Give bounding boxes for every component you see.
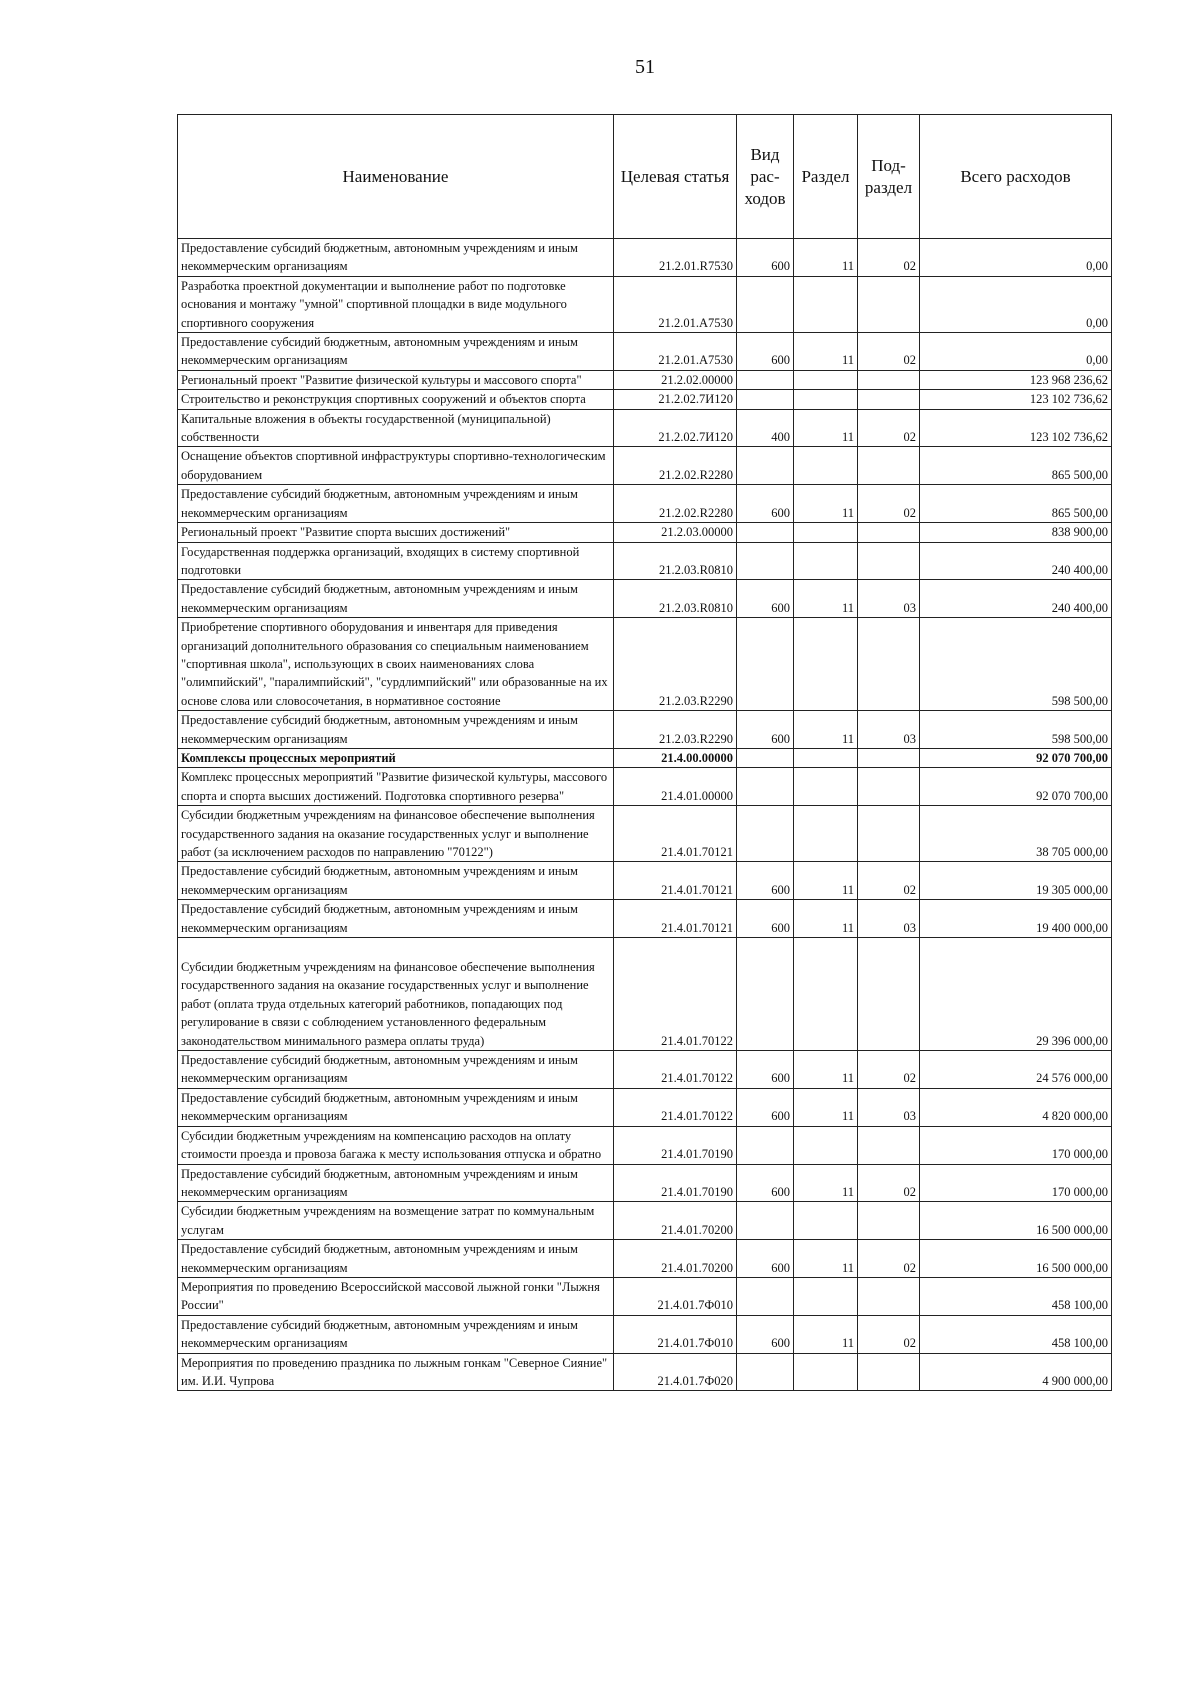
table-row bbox=[178, 409, 1112, 447]
cell-subsection bbox=[858, 523, 920, 542]
cell-code: 21.2.01.A7530 bbox=[614, 333, 737, 371]
table-row bbox=[178, 748, 1112, 767]
cell-name: Предоставление субсидий бюджетным, автономным учреждениям и иным некоммерческим организациям bbox=[178, 1315, 614, 1353]
cell-section bbox=[794, 390, 858, 409]
header-total: Всего расходов bbox=[920, 115, 1112, 239]
cell-subsection bbox=[858, 618, 920, 711]
cell-section bbox=[794, 447, 858, 485]
cell-code: 21.2.01.A7530 bbox=[614, 276, 737, 332]
cell-name: Региональный проект "Развитие физической культуры и массового спорта" bbox=[178, 370, 614, 389]
cell-code: 21.4.01.70200 bbox=[614, 1240, 737, 1278]
cell-subsection: 02 bbox=[858, 409, 920, 447]
cell-kind bbox=[737, 1126, 794, 1164]
cell-subsection: 02 bbox=[858, 239, 920, 277]
cell-total: 865 500,00 bbox=[920, 485, 1112, 523]
cell-section bbox=[794, 938, 858, 1051]
table-row bbox=[178, 390, 1112, 409]
cell-kind bbox=[737, 1277, 794, 1315]
table-row bbox=[178, 523, 1112, 542]
table-row bbox=[178, 370, 1112, 389]
table-row bbox=[178, 276, 1112, 332]
cell-name: Предоставление субсидий бюджетным, автономным учреждениям и иным некоммерческим организациям bbox=[178, 580, 614, 618]
cell-total: 838 900,00 bbox=[920, 523, 1112, 542]
cell-subsection: 03 bbox=[858, 711, 920, 749]
cell-kind bbox=[737, 1202, 794, 1240]
cell-total: 170 000,00 bbox=[920, 1164, 1112, 1202]
cell-code: 21.4.01.70200 bbox=[614, 1202, 737, 1240]
cell-section bbox=[794, 768, 858, 806]
cell-name: Региональный проект "Развитие спорта высших достижений" bbox=[178, 523, 614, 542]
cell-total: 123 102 736,62 bbox=[920, 409, 1112, 447]
cell-total: 92 070 700,00 bbox=[920, 768, 1112, 806]
cell-subsection: 03 bbox=[858, 580, 920, 618]
cell-code: 21.4.01.7Ф020 bbox=[614, 1353, 737, 1391]
cell-subsection: 02 bbox=[858, 862, 920, 900]
cell-subsection bbox=[858, 447, 920, 485]
cell-subsection bbox=[858, 1353, 920, 1391]
cell-total: 19 400 000,00 bbox=[920, 900, 1112, 938]
cell-total: 24 576 000,00 bbox=[920, 1051, 1112, 1089]
cell-name: Предоставление субсидий бюджетным, автономным учреждениям и иным некоммерческим организациям bbox=[178, 711, 614, 749]
header-name: Наименование bbox=[178, 115, 614, 239]
cell-section bbox=[794, 276, 858, 332]
cell-code: 21.4.01.70122 bbox=[614, 1088, 737, 1126]
cell-total: 4 900 000,00 bbox=[920, 1353, 1112, 1391]
table-row bbox=[178, 618, 1112, 711]
cell-kind bbox=[737, 276, 794, 332]
cell-name: Мероприятия по проведению праздника по лыжным гонкам "Северное Сияние" им. И.И. Чупрова bbox=[178, 1353, 614, 1391]
cell-total: 458 100,00 bbox=[920, 1315, 1112, 1353]
cell-section: 11 bbox=[794, 1164, 858, 1202]
table-row bbox=[178, 485, 1112, 523]
cell-subsection bbox=[858, 370, 920, 389]
table-row bbox=[178, 580, 1112, 618]
header-kind: Вид рас-ходов bbox=[737, 115, 794, 239]
cell-name: Приобретение спортивного оборудования и инвентаря для приведения организаций дополнительного образования со специальным наименованием "спортивная школа", использующих в своих наименованиях слова "олимпийский", "паралимпийский", "сурдлимпийский" или образованные на их основе слова или словосочетания, в нормативное состояние bbox=[178, 618, 614, 711]
cell-kind: 600 bbox=[737, 900, 794, 938]
header-code: Целевая статья bbox=[614, 115, 737, 239]
table-row bbox=[178, 1240, 1112, 1278]
cell-code: 21.2.03.00000 bbox=[614, 523, 737, 542]
cell-name: Предоставление субсидий бюджетным, автономным учреждениям и иным некоммерческим организациям bbox=[178, 485, 614, 523]
cell-kind: 600 bbox=[737, 1240, 794, 1278]
cell-code: 21.4.01.70122 bbox=[614, 938, 737, 1051]
cell-kind: 400 bbox=[737, 409, 794, 447]
cell-name: Субсидии бюджетным учреждениям на финансовое обеспечение выполнения государственного задания на оказание государственных услуг и выполнение работ (оплата труда отдельных категорий работников, попадающих под регулирование в связи с соблюдением установленного федеральным законодательством минимального размера оплаты труда) bbox=[178, 938, 614, 1051]
header-section: Раздел bbox=[794, 115, 858, 239]
table-body bbox=[178, 239, 1112, 1391]
cell-kind: 600 bbox=[737, 1315, 794, 1353]
cell-code: 21.4.01.70121 bbox=[614, 862, 737, 900]
cell-subsection bbox=[858, 390, 920, 409]
cell-subsection: 02 bbox=[858, 1051, 920, 1089]
cell-name: Предоставление субсидий бюджетным, автономным учреждениям и иным некоммерческим организациям bbox=[178, 862, 614, 900]
cell-section bbox=[794, 618, 858, 711]
cell-section: 11 bbox=[794, 485, 858, 523]
table-row bbox=[178, 1051, 1112, 1089]
cell-total: 240 400,00 bbox=[920, 580, 1112, 618]
cell-name: Строительство и реконструкция спортивных сооружений и объектов спорта bbox=[178, 390, 614, 409]
cell-subsection: 03 bbox=[858, 1088, 920, 1126]
cell-subsection bbox=[858, 748, 920, 767]
cell-name: Субсидии бюджетным учреждениям на финансовое обеспечение выполнения государственного задания на оказание государственных услуг и выполнение работ (за исключением расходов по направлению "70122") bbox=[178, 806, 614, 862]
cell-section bbox=[794, 748, 858, 767]
cell-name: Предоставление субсидий бюджетным, автономным учреждениям и иным некоммерческим организациям bbox=[178, 1240, 614, 1278]
cell-total: 0,00 bbox=[920, 333, 1112, 371]
cell-total: 0,00 bbox=[920, 239, 1112, 277]
cell-section bbox=[794, 1126, 858, 1164]
table-row bbox=[178, 1353, 1112, 1391]
cell-total: 170 000,00 bbox=[920, 1126, 1112, 1164]
table-row bbox=[178, 333, 1112, 371]
cell-subsection: 02 bbox=[858, 1240, 920, 1278]
cell-section: 11 bbox=[794, 900, 858, 938]
cell-section: 11 bbox=[794, 1315, 858, 1353]
cell-subsection: 03 bbox=[858, 900, 920, 938]
cell-subsection bbox=[858, 938, 920, 1051]
cell-code: 21.2.03.R0810 bbox=[614, 542, 737, 580]
table-row bbox=[178, 1277, 1112, 1315]
cell-kind bbox=[737, 370, 794, 389]
cell-subsection bbox=[858, 1277, 920, 1315]
cell-total: 240 400,00 bbox=[920, 542, 1112, 580]
cell-total: 4 820 000,00 bbox=[920, 1088, 1112, 1126]
cell-subsection bbox=[858, 806, 920, 862]
cell-section bbox=[794, 542, 858, 580]
cell-total: 598 500,00 bbox=[920, 711, 1112, 749]
cell-kind bbox=[737, 523, 794, 542]
cell-section: 11 bbox=[794, 1088, 858, 1126]
cell-name: Разработка проектной документации и выполнение работ по подготовке основания и монтажу "умной" спортивной площадки в виде модульного спортивного сооружения bbox=[178, 276, 614, 332]
cell-code: 21.4.01.70190 bbox=[614, 1164, 737, 1202]
cell-name: Оснащение объектов спортивной инфраструктуры спортивно-технологическим оборудованием bbox=[178, 447, 614, 485]
cell-name: Комплекс процессных мероприятий "Развитие физической культуры, массового спорта и спорта высших достижений. Подготовка спортивного резерва" bbox=[178, 768, 614, 806]
cell-code: 21.4.01.70122 bbox=[614, 1051, 737, 1089]
cell-code: 21.2.02.00000 bbox=[614, 370, 737, 389]
cell-kind bbox=[737, 938, 794, 1051]
cell-code: 21.4.01.70190 bbox=[614, 1126, 737, 1164]
budget-table bbox=[177, 114, 1112, 1391]
cell-code: 21.2.02.7И120 bbox=[614, 409, 737, 447]
cell-section bbox=[794, 806, 858, 862]
cell-section: 11 bbox=[794, 711, 858, 749]
cell-total: 38 705 000,00 bbox=[920, 806, 1112, 862]
cell-code: 21.4.01.00000 bbox=[614, 768, 737, 806]
table-row bbox=[178, 1088, 1112, 1126]
cell-total: 865 500,00 bbox=[920, 447, 1112, 485]
cell-section bbox=[794, 370, 858, 389]
cell-total: 123 968 236,62 bbox=[920, 370, 1112, 389]
cell-name: Субсидии бюджетным учреждениям на возмещение затрат по коммунальным услугам bbox=[178, 1202, 614, 1240]
cell-subsection bbox=[858, 276, 920, 332]
table-row bbox=[178, 542, 1112, 580]
cell-section: 11 bbox=[794, 409, 858, 447]
cell-kind bbox=[737, 768, 794, 806]
cell-name: Комплексы процессных мероприятий bbox=[178, 748, 614, 767]
header-subsection: Под-раздел bbox=[858, 115, 920, 239]
cell-subsection bbox=[858, 768, 920, 806]
table-row bbox=[178, 900, 1112, 938]
cell-subsection: 02 bbox=[858, 485, 920, 523]
cell-total: 19 305 000,00 bbox=[920, 862, 1112, 900]
cell-name: Субсидии бюджетным учреждениям на компенсацию расходов на оплату стоимости проезда и провоза багажа к месту использования отпуска и обратно bbox=[178, 1126, 614, 1164]
cell-code: 21.4.00.00000 bbox=[614, 748, 737, 767]
cell-kind bbox=[737, 447, 794, 485]
cell-total: 458 100,00 bbox=[920, 1277, 1112, 1315]
cell-kind: 600 bbox=[737, 1051, 794, 1089]
cell-kind bbox=[737, 748, 794, 767]
cell-name: Государственная поддержка организаций, входящих в систему спортивной подготовки bbox=[178, 542, 614, 580]
cell-total: 598 500,00 bbox=[920, 618, 1112, 711]
cell-code: 21.2.03.R2290 bbox=[614, 711, 737, 749]
cell-kind: 600 bbox=[737, 580, 794, 618]
cell-code: 21.4.01.70121 bbox=[614, 900, 737, 938]
cell-total: 0,00 bbox=[920, 276, 1112, 332]
cell-name: Предоставление субсидий бюджетным, автономным учреждениям и иным некоммерческим организациям bbox=[178, 1164, 614, 1202]
table-row bbox=[178, 862, 1112, 900]
cell-subsection: 02 bbox=[858, 333, 920, 371]
cell-section bbox=[794, 1353, 858, 1391]
cell-section: 11 bbox=[794, 1240, 858, 1278]
cell-code: 21.2.02.R2280 bbox=[614, 485, 737, 523]
cell-kind bbox=[737, 618, 794, 711]
cell-section: 11 bbox=[794, 239, 858, 277]
cell-section: 11 bbox=[794, 1051, 858, 1089]
table-row bbox=[178, 1202, 1112, 1240]
cell-kind bbox=[737, 390, 794, 409]
cell-kind: 600 bbox=[737, 485, 794, 523]
cell-kind: 600 bbox=[737, 333, 794, 371]
table-row bbox=[178, 1315, 1112, 1353]
cell-name: Предоставление субсидий бюджетным, автономным учреждениям и иным некоммерческим организациям bbox=[178, 333, 614, 371]
cell-section: 11 bbox=[794, 580, 858, 618]
cell-section bbox=[794, 1202, 858, 1240]
table-row bbox=[178, 711, 1112, 749]
table-row bbox=[178, 768, 1112, 806]
cell-section bbox=[794, 1277, 858, 1315]
cell-kind bbox=[737, 542, 794, 580]
cell-code: 21.2.03.R2290 bbox=[614, 618, 737, 711]
cell-code: 21.4.01.70121 bbox=[614, 806, 737, 862]
cell-subsection bbox=[858, 542, 920, 580]
cell-code: 21.4.01.7Ф010 bbox=[614, 1315, 737, 1353]
cell-name: Капитальные вложения в объекты государственной (муниципальной) собственности bbox=[178, 409, 614, 447]
cell-name: Предоставление субсидий бюджетным, автономным учреждениям и иным некоммерческим организациям bbox=[178, 1088, 614, 1126]
cell-name: Мероприятия по проведению Всероссийской массовой лыжной гонки "Лыжня России" bbox=[178, 1277, 614, 1315]
cell-total: 16 500 000,00 bbox=[920, 1202, 1112, 1240]
cell-kind: 600 bbox=[737, 1164, 794, 1202]
cell-code: 21.2.03.R0810 bbox=[614, 580, 737, 618]
cell-section: 11 bbox=[794, 862, 858, 900]
cell-total: 92 070 700,00 bbox=[920, 748, 1112, 767]
cell-total: 123 102 736,62 bbox=[920, 390, 1112, 409]
table-row bbox=[178, 938, 1112, 1051]
cell-subsection bbox=[858, 1202, 920, 1240]
cell-code: 21.2.02.7И120 bbox=[614, 390, 737, 409]
page-number: 51 bbox=[635, 56, 655, 78]
cell-kind: 600 bbox=[737, 1088, 794, 1126]
table-header-row bbox=[178, 115, 1112, 239]
cell-subsection: 02 bbox=[858, 1164, 920, 1202]
cell-code: 21.2.01.R7530 bbox=[614, 239, 737, 277]
cell-code: 21.4.01.7Ф010 bbox=[614, 1277, 737, 1315]
cell-subsection bbox=[858, 1126, 920, 1164]
cell-subsection: 02 bbox=[858, 1315, 920, 1353]
cell-kind: 600 bbox=[737, 711, 794, 749]
cell-name: Предоставление субсидий бюджетным, автономным учреждениям и иным некоммерческим организациям bbox=[178, 1051, 614, 1089]
cell-kind: 600 bbox=[737, 239, 794, 277]
table-row bbox=[178, 1126, 1112, 1164]
table-row bbox=[178, 806, 1112, 862]
table-row bbox=[178, 447, 1112, 485]
cell-name: Предоставление субсидий бюджетным, автономным учреждениям и иным некоммерческим организациям bbox=[178, 239, 614, 277]
cell-section: 11 bbox=[794, 333, 858, 371]
table-row bbox=[178, 239, 1112, 277]
cell-kind: 600 bbox=[737, 862, 794, 900]
cell-kind bbox=[737, 806, 794, 862]
cell-total: 29 396 000,00 bbox=[920, 938, 1112, 1051]
table-row bbox=[178, 1164, 1112, 1202]
cell-total: 16 500 000,00 bbox=[920, 1240, 1112, 1278]
cell-code: 21.2.02.R2280 bbox=[614, 447, 737, 485]
cell-kind bbox=[737, 1353, 794, 1391]
cell-section bbox=[794, 523, 858, 542]
cell-name: Предоставление субсидий бюджетным, автономным учреждениям и иным некоммерческим организациям bbox=[178, 900, 614, 938]
